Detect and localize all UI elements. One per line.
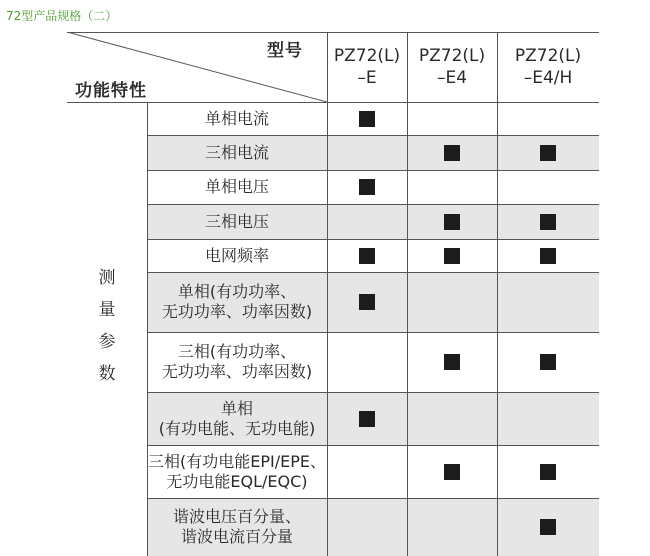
row-label [147,135,327,170]
row-label [147,498,327,556]
mark-cell [327,239,407,272]
mark-cell [497,332,599,392]
mark-cell [407,272,497,332]
mark-cell [497,102,599,135]
mark-cell [327,204,407,239]
column-header-line: PZ72(L) [514,45,582,66]
filled-square-mark [540,464,556,480]
table-rule [147,392,599,393]
mark-cell [497,135,599,170]
column-header-e4h [497,32,599,102]
filled-square-mark [359,179,375,195]
mark-cell [407,392,497,445]
column-header-line: –E4 [436,68,468,88]
row-label-line: 三相电流 [204,142,269,162]
column-header-e [327,32,407,102]
row-label [147,272,327,332]
table-rule [147,204,599,205]
filled-square-mark [540,214,556,230]
mark-cell [407,102,497,135]
row-label-line: 谐波电压百分量、 [172,507,301,526]
row-label [147,102,327,135]
table-rule [147,332,599,333]
row-label [147,170,327,204]
mark-cell [327,498,407,556]
row-label-line: 三相电压 [204,211,269,231]
mark-cell [407,135,497,170]
row-label-line: 谐波电流百分量 [180,527,293,546]
column-header-e4 [407,32,497,102]
mark-cell [497,204,599,239]
row-label [147,239,327,272]
filled-square-mark [540,248,556,264]
table-rule [147,102,148,556]
filled-square-mark [444,214,460,230]
row-label-line: (有功电能、无功电能) [158,418,316,438]
table-rule [147,272,599,273]
table-rule [147,239,599,240]
mark-cell [407,332,497,392]
filled-square-mark [444,145,460,161]
row-label [147,392,327,445]
filled-square-mark [359,294,375,310]
row-label [147,204,327,239]
mark-cell [327,445,407,498]
group-label-measurement-params [67,262,147,390]
mark-cell [407,498,497,556]
column-header-line: –E4/H [523,68,573,88]
row-label-line: 单相电压 [204,177,269,196]
mark-cell [497,239,599,272]
mark-cell [497,445,599,498]
table-rule [147,170,599,171]
mark-cell [327,392,407,445]
group-label-char: 参 [98,332,116,352]
table-rule [147,135,599,136]
model-header-label: 型号 [267,41,303,61]
table-rule [147,445,599,446]
group-label-char: 量 [98,300,116,320]
row-label-line: 三相(有功电能EPI/EPE、 [148,451,326,471]
filled-square-mark [444,248,460,264]
mark-cell [497,170,599,204]
row-label [147,445,327,498]
table-rule [147,498,599,499]
spec-table [67,32,599,556]
table-rule [407,32,408,556]
table-rule [67,32,599,33]
row-label-line: 单相电流 [204,108,269,128]
mark-cell [327,332,407,392]
row-label-line: 单相 [220,398,253,418]
mark-cell [327,272,407,332]
mark-cell [407,239,497,272]
mark-cell [327,135,407,170]
mark-cell [497,392,599,445]
group-label-char: 测 [98,268,116,288]
row-label-line: 电网频率 [204,245,269,265]
column-header-line: –E [357,68,377,88]
mark-cell [497,272,599,332]
row-label-line: 单相(有功功率、 [177,282,297,301]
mark-cell [407,445,497,498]
column-header-line: PZ72(L) [333,45,401,66]
row-label [147,332,327,392]
row-label-line: 无功功率、功率因数) [161,302,313,321]
mark-cell [407,204,497,239]
mark-cell [407,170,497,204]
filled-square-mark [359,111,375,127]
filled-square-mark [444,354,460,370]
filled-square-mark [540,519,556,535]
filled-square-mark [444,464,460,480]
table-rule [327,32,328,556]
filled-square-mark [359,248,375,264]
table-rule [497,32,498,556]
filled-square-mark [540,145,556,161]
mark-cell [327,102,407,135]
row-label-line: 无功电能EQL/EQC) [166,471,308,491]
group-label-char: 数 [98,364,116,384]
column-header-line: PZ72(L) [418,45,486,66]
page-caption: 72型产品规格（二） [6,9,118,23]
mark-cell [497,498,599,556]
filled-square-mark [359,411,375,427]
filled-square-mark [540,354,556,370]
mark-cell [327,170,407,204]
row-label-line: 无功功率、功率因数) [161,362,313,381]
function-header-label: 功能特性 [75,81,147,101]
row-label-line: 三相(有功功率、 [177,342,297,361]
